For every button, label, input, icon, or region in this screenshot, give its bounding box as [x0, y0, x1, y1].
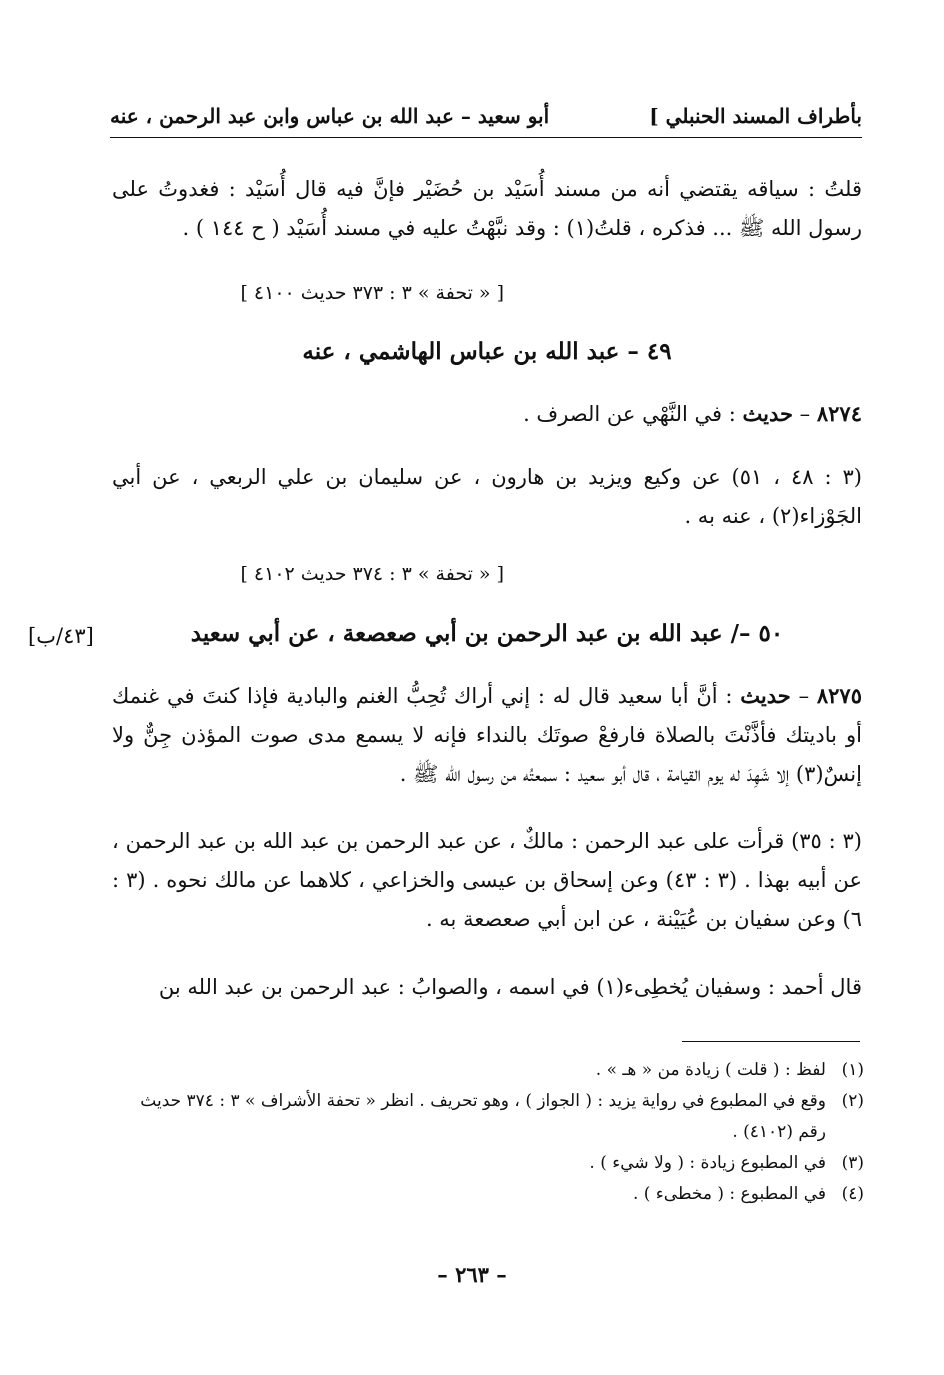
hadith-number: ٨٢٧٤ — [816, 401, 862, 426]
hadith-8275-sources: (٣ : ٣٥) قرأت على عبد الرحمن : مالكٌ ، عن عبد الرحمن بن عبد الله بن عبد الرحمن ، عن أبيه بهذا . (٣ : ٤٣) وعن إسحاق بن عيسى والخزاعي ، كلاهما عن مالك نحوه . (٣ : ٦) وعن سفيان بن عُيَيْنة ، عن ابن أبي صعصعة به . — [112, 829, 862, 931]
intro-paragraph: قلتُ : سياقه يقتضي أنه من مسند أُسَيْد بن حُضَيْر فإنَّ فيه قال أُسَيْد : فغدوتُ على رسول الله ﷺ ... فذكره ، قلتُ(١) : وقد نبَّهْتُ عليه في مسند أُسَيْد ( ح ١٤٤ ) . — [112, 177, 862, 240]
hadith-8274-tuhfa-reference: [ « تحفة » ٣ : ٣٧٤ حديث ٤١٠٢ ] — [240, 563, 504, 585]
footnote-text: في المطبوع زيادة : ( ولا شيء ) . — [589, 1153, 826, 1173]
footnote-number: (٢) — [841, 1091, 864, 1111]
hadith-8275-ahmad-note: قال أحمد : وسفيان يُخطِىء(١) في اسمه ، والصوابُ : عبد الرحمن بن عبد الله بن — [158, 975, 862, 999]
footnote-number: (٣) — [841, 1153, 864, 1173]
hadith-label: حديث — [742, 401, 793, 426]
hadith-dash: – — [793, 402, 811, 426]
header-divider — [110, 137, 862, 138]
hadith-8274-sources: (٣ : ٤٨ ، ٥١) عن وكيع ويزيد بن هارون ، عن سليمان بن علي الربعي ، عن أبي الجَوْزاء(٢) ، عنه به . — [112, 465, 862, 528]
hadith-number: ٨٢٧٥ — [816, 683, 862, 708]
running-header — [110, 100, 862, 134]
footnote-number: (٤) — [841, 1184, 864, 1204]
page-number: – ٢٦٣ – — [437, 1262, 507, 1287]
footnote-text: وقع في المطبوع في رواية يزيد : ( الجواز ) ، وهو تحريف . انظر « تحفة الأشراف » ٣ : ٣٧٤ حديث رقم (٤١٠٢) . — [140, 1091, 826, 1142]
hadith-label: حديث — [740, 683, 791, 708]
hadith-dash: – — [790, 684, 810, 708]
footnote-item — [112, 1148, 864, 1179]
footnote-item — [112, 1179, 864, 1210]
hadith-text: : في النَّهْي عن الصرف . — [523, 402, 736, 426]
section-50-title: ٥٠ –/ عبد الله بن عبد الرحمن بن أبي صعصعة ، عن أبي سعيد — [190, 620, 784, 647]
hadith-8275-text — [112, 676, 862, 794]
footnote-text: في المطبوع : ( مخطىء ) . — [632, 1184, 826, 1204]
hadith-8274-line — [112, 394, 862, 434]
footnote-item — [112, 1055, 864, 1086]
header-section-title: أبو سعيد – عبد الله بن عباس وابن عبد الرحمن ، عنه — [110, 104, 550, 128]
footnote-item — [112, 1086, 864, 1148]
hadith-text: : أنَّ أبا سعيد قال له : إني أراك تُحِبُّ الغنم والبادية فإذا كنتَ في غنمك أو باديتك فأذَّنْتَ بالصلاة فارفعْ صوتَك بالنداء فإنه لا يسمع مدى صوت المؤذن جِنٌّ ولا إنسٌ(٣) إلا شَهِدَ له يوم القيامة ، قال أبو سعيد : سمعتُه من رسول الله ﷺ . — [112, 684, 862, 786]
footnote-divider — [682, 1041, 860, 1042]
footnote-text: لفظ : ( قلت ) زيادة من « هـ » . — [595, 1060, 826, 1080]
section-49-title: ٤٩ – عبد الله بن عباس الهاشمي ، عنه — [302, 338, 672, 365]
header-book-title: بأطراف المسند الحنبلي ] — [649, 104, 862, 128]
footnotes — [112, 1055, 864, 1210]
intro-tuhfa-reference: [ « تحفة » ٣ : ٣٧٣ حديث ٤١٠٠ ] — [240, 282, 504, 304]
manuscript-folio-marker: [٤٣/ب] — [28, 624, 94, 648]
footnote-number: (١) — [841, 1060, 864, 1080]
